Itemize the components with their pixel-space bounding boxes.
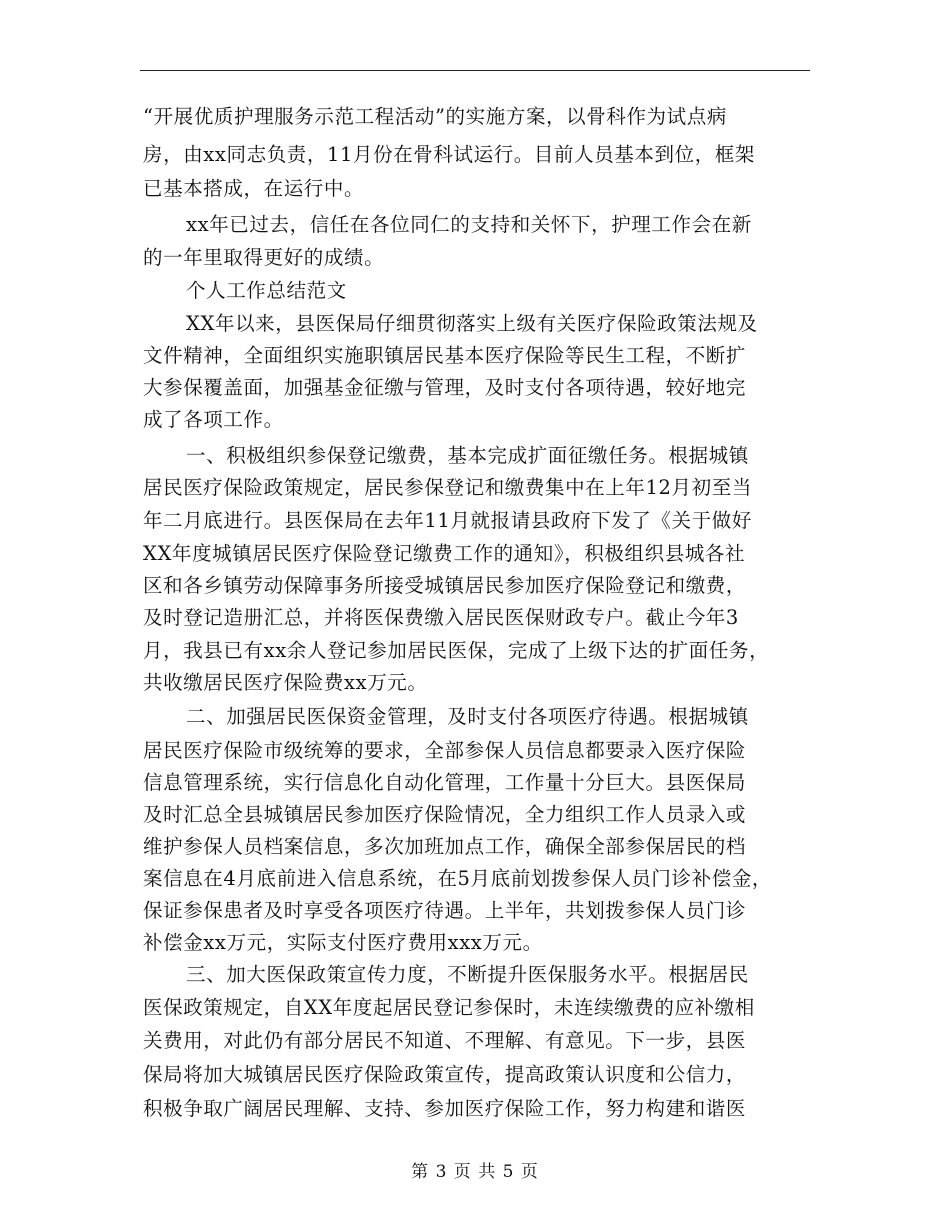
- header-rule: [140, 70, 810, 71]
- text-line: 积极争取广阔居民理解、支持、参加医疗保险工作，努力构建和谐医: [143, 1097, 747, 1120]
- text-line: 案信息在4月底前进入信息系统，在5月底前划拨参保人员门诊补偿金，: [143, 867, 773, 890]
- page-number: 第 3 页 共 5 页: [411, 1162, 539, 1182]
- text-line: “开展优质护理服务示范工程活动”的实施方案，以骨科作为试点病: [143, 105, 727, 128]
- text-line: 维护参保人员档案信息，多次加班加点工作，确保全部参保居民的档: [143, 835, 747, 858]
- text-line: 居民医疗保险市级统筹的要求，全部参保人员信息都要录入医疗保险: [143, 739, 747, 762]
- text-line: 医保政策规定，自XX年度起居民登记参保时，未连续缴费的应补缴相: [143, 996, 755, 1019]
- text-line: 三、加大医保政策宣传力度，不断提升医保服务水平。根据居民: [186, 963, 749, 986]
- text-line: 信息管理系统，实行信息化自动化管理，工作量十分巨大。县医保局: [143, 771, 747, 794]
- text-line: XX年度城镇居民医疗保险登记缴费工作的通知》，积极组织县城各社: [143, 542, 746, 565]
- text-line: 居民医疗保险政策规定，居民参保登记和缴费集中在上年12月初至当: [143, 476, 752, 499]
- text-line: 大参保覆盖面，加强基金征缴与管理，及时支付各项待遇，较好地完: [143, 376, 747, 399]
- section-heading: 个人工作总结范文: [186, 279, 347, 302]
- text-line: 已基本搭成，在运行中。: [143, 177, 365, 200]
- text-line: 年二月底进行。县医保局在去年11月就报请县政府下发了《关于做好: [143, 509, 752, 532]
- text-line: xx年已过去，信任在各位同仁的支持和关怀下，护理工作会在新: [186, 213, 752, 236]
- text-line: 及时登记造册汇总，并将医保费缴入居民医保财政专户。截止今年3: [143, 606, 739, 629]
- text-line: 保证参保患者及时享受各项医疗待遇。上半年，共划拨参保人员门诊: [143, 899, 747, 922]
- text-line: 房，由xx同志负责，11月份在骨科试运行。目前人员基本到位，框架: [143, 143, 756, 166]
- text-line: 的一年里取得更好的成绩。: [143, 246, 385, 269]
- text-line: 月，我县已有xx余人登记参加居民医保，完成了上级下达的扩面任务，: [143, 639, 770, 662]
- text-line: 成了各项工作。: [143, 408, 284, 431]
- text-line: XX年以来，县医保局仔细贯彻落实上级有关医疗保险政策法规及: [186, 312, 758, 335]
- text-line: 关费用，对此仍有部分居民不知道、不理解、有意见。下一步，县医: [143, 1029, 747, 1052]
- text-line: 保局将加大城镇居民医疗保险政策宣传，提高政策认识度和公信力，: [143, 1063, 747, 1086]
- text-line: 文件精神，全面组织实施职镇居民基本医疗保险等民生工程，不断扩: [143, 344, 747, 367]
- text-line: 补偿金xx万元，实际支付医疗费用xxx万元。: [143, 931, 543, 954]
- text-line: 及时汇总全县城镇居民参加医疗保险情况，全力组织工作人员录入或: [143, 803, 747, 826]
- text-line: 一、积极组织参保登记缴费，基本完成扩面征缴任务。根据城镇: [186, 444, 749, 467]
- text-line: 二、加强居民医保资金管理，及时支付各项医疗待遇。根据城镇: [186, 705, 749, 728]
- text-line: 区和各乡镇劳动保障事务所接受城镇居民参加医疗保险登记和缴费，: [143, 574, 747, 597]
- text-line: 共收缴居民医疗保险费xx万元。: [143, 671, 428, 694]
